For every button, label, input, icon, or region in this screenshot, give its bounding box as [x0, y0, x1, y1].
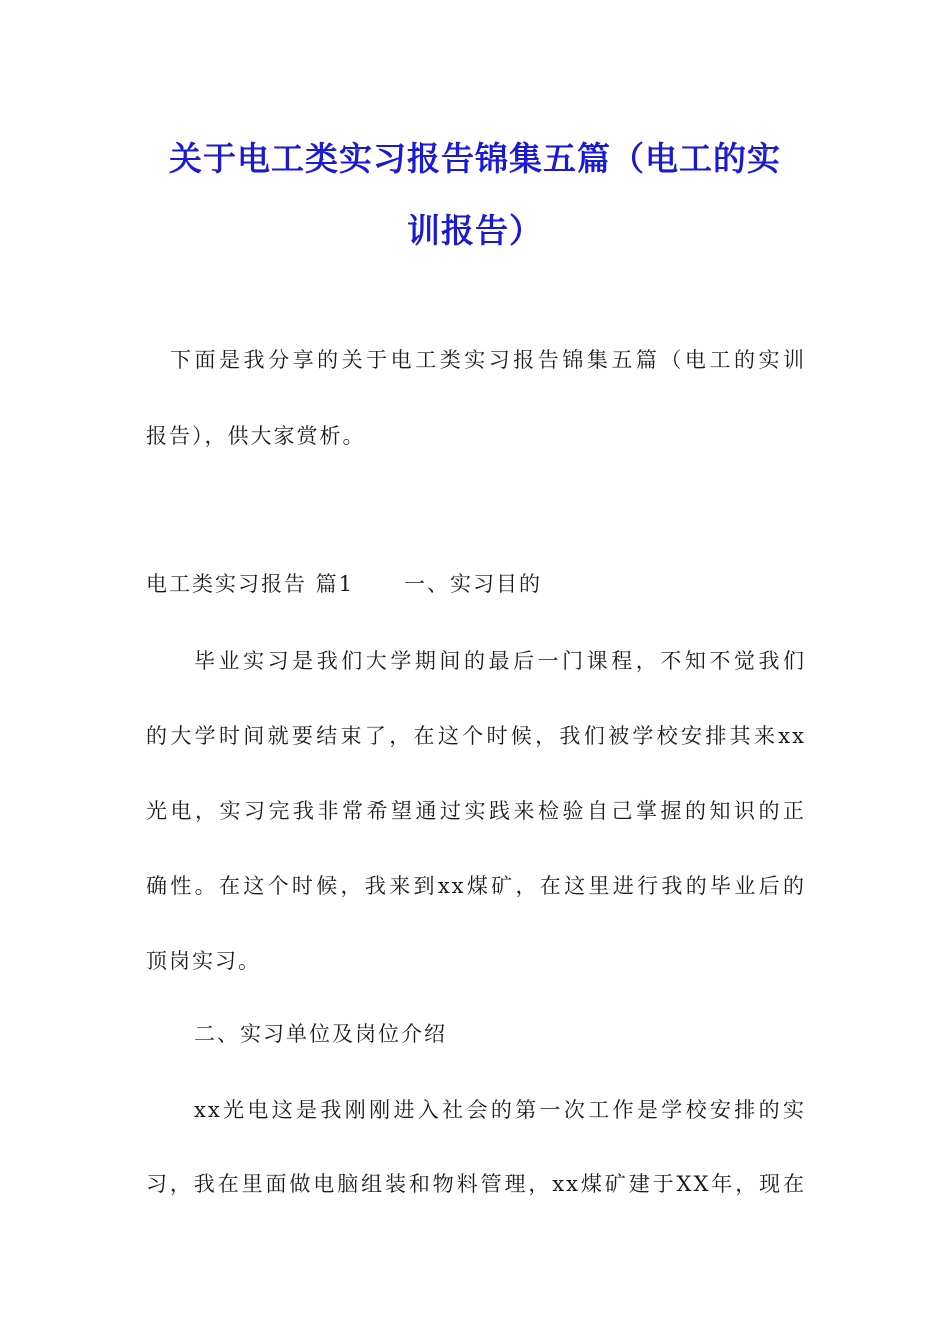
paragraph-2-line-1: xx光电这是我刚刚进入社会的第一次工作是学校安排的实 [194, 1098, 806, 1122]
paragraph-2-line-2: 习，我在里面做电脑组装和物料管理，xx煤矿建于XX年，现在 [146, 1172, 806, 1196]
document-title-line-2: 训报告） [407, 211, 543, 250]
intro-line-2: 报告），供大家赏析。 [146, 424, 366, 448]
section-heading-row [146, 568, 806, 598]
section-heading-2: 二、实习单位及岗位介绍 [194, 1022, 447, 1046]
paragraph-1-line-3: 光电，实习完我非常希望通过实践来检验自己掌握的知识的正 [146, 799, 806, 823]
paragraph-1-line-2: 的大学时间就要结束了，在这个时候，我们被学校安排其来xx [146, 724, 806, 748]
document-title-line-1: 关于电工类实习报告锦集五篇（电工的实 [169, 139, 781, 178]
paragraph-1-line-1: 毕业实习是我们大学期间的最后一门课程，不知不觉我们 [194, 649, 806, 673]
paragraph-1-line-4: 确性。在这个时候，我来到xx煤矿，在这里进行我的毕业后的 [146, 874, 806, 898]
section-label: 电工类实习报告 篇1 [146, 572, 355, 596]
paragraph-1-line-5: 顶岗实习。 [146, 949, 261, 973]
intro-line-1: 下面是我分享的关于电工类实习报告锦集五篇（电工的实训 [170, 348, 806, 372]
section-heading: 一、实习目的 [404, 572, 543, 596]
